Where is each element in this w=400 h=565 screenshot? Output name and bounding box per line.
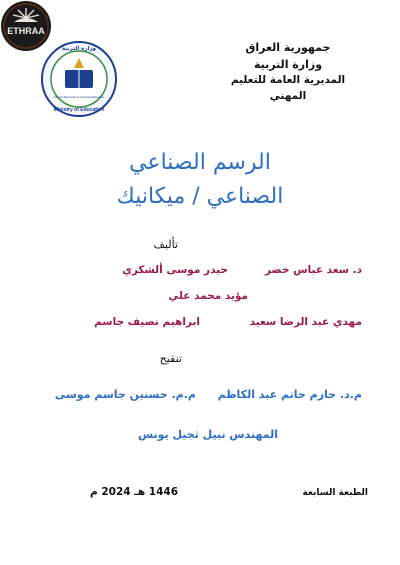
review-label: تنقيح bbox=[159, 352, 182, 365]
author-name: مهدي عبد الرضا سعيد bbox=[249, 316, 362, 328]
book-subtitle: الصناعي / ميكانيك bbox=[116, 184, 284, 209]
reviewer-name: م.م. حسنين جاسم موسى bbox=[54, 388, 196, 401]
ministry-of-education-seal bbox=[40, 40, 118, 118]
author-name: د. سعد عباس خضر bbox=[265, 264, 362, 276]
ministry-directorate-text: General Directorate of Vocational Education bbox=[53, 96, 105, 99]
authors-label: تأليف bbox=[153, 238, 178, 251]
edition-label: الطبعة السابعة bbox=[302, 488, 368, 498]
author-name: ابراهيم نصيف جاسم bbox=[94, 316, 200, 328]
ministry-english-text: Ministry of Education bbox=[53, 107, 105, 113]
reviewer-name: المهندس نبيل ثجيل يونس bbox=[137, 428, 278, 441]
reviewer-name: م.د. حازم حاتم عبد الكاظم bbox=[217, 388, 362, 401]
ethraa-text: ETHRAA bbox=[7, 26, 45, 36]
author-name: حيدر موسى ألشكري bbox=[122, 264, 228, 276]
author-name: مؤيد محمد علي bbox=[168, 290, 248, 302]
header-ministry: وزارة التربية bbox=[253, 57, 323, 71]
header-country: جمهورية العراق bbox=[245, 41, 331, 54]
ministry-arabic-text: وزارة التربية bbox=[61, 46, 97, 52]
publication-year: 1446 هـ 2024 م bbox=[90, 486, 179, 498]
book-title: الرسم الصناعي bbox=[129, 150, 271, 175]
header-block bbox=[218, 40, 358, 105]
header-directorate: المديرية العامة للتعليم المهني bbox=[230, 74, 346, 102]
